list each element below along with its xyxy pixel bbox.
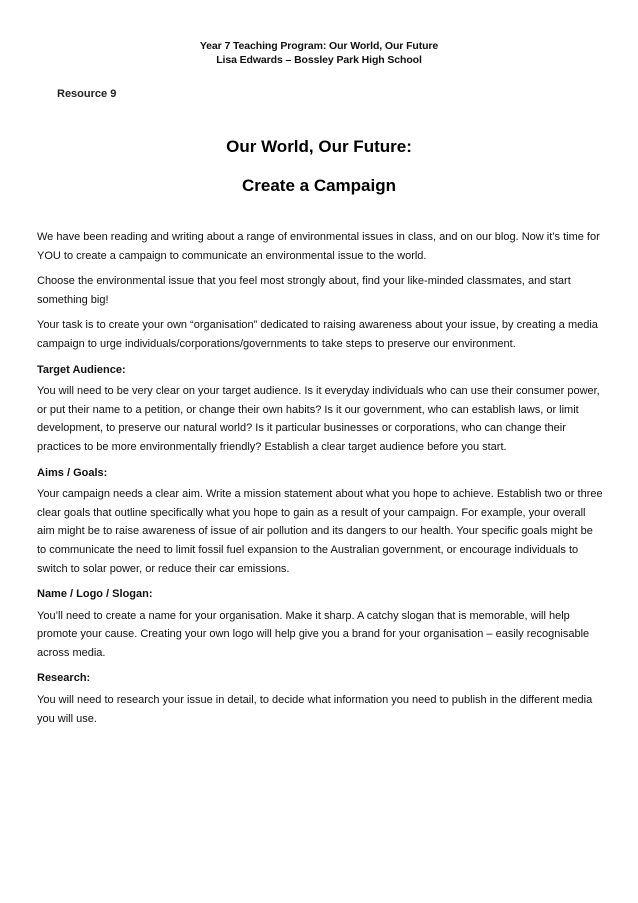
intro-paragraph-1: We have been reading and writing about a range of environmental issues in class, and on our blog. Now it’s time for YOU to create a campaign to communicate an environmental issue to the world. <box>37 231 600 262</box>
page-header <box>0 39 638 67</box>
document-body <box>37 228 603 735</box>
section-heading-target-audience: Target Audience: <box>37 363 126 376</box>
header-program-title: Year 7 Teaching Program: Our World, Our Future <box>199 40 439 52</box>
section-text-aims-goals: Your campaign needs a clear aim. Write a mission statement about what you hope to achieve. Establish two or three clear goals that outline specifically what you hope to gain as a result of your campaign. For example, your overall aim might be to raise awareness of issue of air pollution and its dangers to our health. Your specific goals might be to communicate the need to limit fossil fuel expansion to the Australian government, or encourage individuals to switch to solar power, or reduce their car emissions. <box>37 488 603 575</box>
section-heading-aims-goals: Aims / Goals: <box>37 466 108 479</box>
document-title: Our World, Our Future: <box>226 137 412 156</box>
section-text-target-audience: You will need to be very clear on your target audience. Is it everyday individuals who can use their consumer power, or put their name to a petition, or change their own habits? Is it our government, who can establish laws, or limit development, to preserve our natural world? Is it particular businesses or corporations, who can change their practices to be more environmentally friendly? Establish a clear target audience before you start. <box>37 385 600 453</box>
intro-paragraph-2: Choose the environmental issue that you feel most strongly about, find your like-minded classmates, and start something big! <box>37 275 571 306</box>
section-text-research: You will need to research your issue in detail, to decide what information you need to publish in the different media you will use. <box>37 694 593 725</box>
resource-label: Resource 9 <box>57 88 117 100</box>
header-author-school: Lisa Edwards – Bossley Park High School <box>216 54 422 66</box>
intro-paragraph-3: Your task is to create your own “organisation” dedicated to raising awareness about your issue, by creating a media campaign to urge individuals/corporations/governments to take steps to preserve our environment. <box>37 319 598 350</box>
section-text-name-logo-slogan: You’ll need to create a name for your organisation. Make it sharp. A catchy slogan that is memorable, will help promote your cause. Creating your own logo will help give you a brand for your organisation – easily recognisable across media. <box>37 609 590 659</box>
document-subtitle: Create a Campaign <box>242 176 396 195</box>
section-heading-research: Research: <box>37 672 91 685</box>
section-heading-name-logo-slogan: Name / Logo / Slogan: <box>37 588 153 601</box>
